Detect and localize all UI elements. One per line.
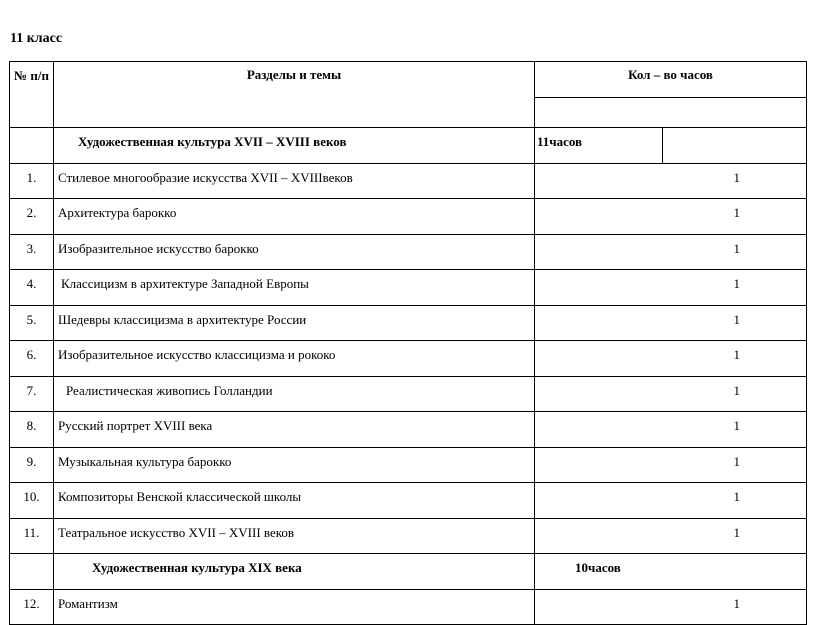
row-num: 10. <box>10 483 54 519</box>
table-row <box>10 305 807 341</box>
section-blank <box>663 128 807 164</box>
table-row <box>10 589 807 625</box>
row-num: 12. <box>10 589 54 625</box>
header-hours-blank <box>535 98 807 128</box>
row-hours: 1 <box>535 199 807 235</box>
row-topic: Стилевое многообразие искусства XVII – XVIIIвеков <box>54 163 535 199</box>
row-topic: Классицизм в архитектуре Западной Европы <box>54 270 535 306</box>
row-topic: Музыкальная культура барокко <box>54 447 535 483</box>
table-row <box>10 483 807 519</box>
row-hours: 1 <box>535 234 807 270</box>
row-topic: Реалистическая живопись Голландии <box>54 376 535 412</box>
section-num-blank <box>10 554 54 590</box>
row-num: 5. <box>10 305 54 341</box>
row-num: 1. <box>10 163 54 199</box>
table-row <box>10 341 807 377</box>
header-num: № п/п <box>10 62 54 128</box>
table-row <box>10 447 807 483</box>
row-topic: Романтизм <box>54 589 535 625</box>
row-hours: 1 <box>535 412 807 448</box>
table-header-row <box>10 62 807 98</box>
row-num: 11. <box>10 518 54 554</box>
table-row <box>10 518 807 554</box>
table-row <box>10 412 807 448</box>
table-row <box>10 163 807 199</box>
row-num: 2. <box>10 199 54 235</box>
row-hours: 1 <box>535 483 807 519</box>
section-num-blank <box>10 128 54 164</box>
row-hours: 1 <box>535 341 807 377</box>
row-num: 6. <box>10 341 54 377</box>
table-row <box>10 376 807 412</box>
section-row <box>10 128 807 164</box>
row-topic: Шедевры классицизма в архитектуре России <box>54 305 535 341</box>
row-hours: 1 <box>535 447 807 483</box>
row-topic: Архитектура барокко <box>54 199 535 235</box>
header-topics: Разделы и темы <box>54 62 535 128</box>
class-title: 11 класс <box>10 31 63 46</box>
section-title: Художественная культура XVII – XVIII веков <box>54 128 535 164</box>
row-hours: 1 <box>535 305 807 341</box>
row-hours: 1 <box>535 376 807 412</box>
header-hours: Кол – во часов <box>535 62 807 98</box>
row-topic: Русский портрет XVIII века <box>54 412 535 448</box>
row-num: 3. <box>10 234 54 270</box>
table-row <box>10 234 807 270</box>
row-topic: Театральное искусство XVII – XVIII веков <box>54 518 535 554</box>
row-num: 9. <box>10 447 54 483</box>
row-topic: Изобразительное искусство классицизма и рококо <box>54 341 535 377</box>
row-hours: 1 <box>535 163 807 199</box>
row-topic: Композиторы Венской классической школы <box>54 483 535 519</box>
section-row <box>10 554 807 590</box>
row-topic: Изобразительное искусство барокко <box>54 234 535 270</box>
row-hours: 1 <box>535 589 807 625</box>
row-hours: 1 <box>535 270 807 306</box>
curriculum-table <box>9 61 807 625</box>
table-row <box>10 199 807 235</box>
row-num: 7. <box>10 376 54 412</box>
section-hours: 11часов <box>535 128 663 164</box>
section-hours: 10часов <box>535 554 807 590</box>
row-hours: 1 <box>535 518 807 554</box>
table-row <box>10 270 807 306</box>
row-num: 8. <box>10 412 54 448</box>
row-num: 4. <box>10 270 54 306</box>
section-title: Художественная культура XIX века <box>54 554 535 590</box>
